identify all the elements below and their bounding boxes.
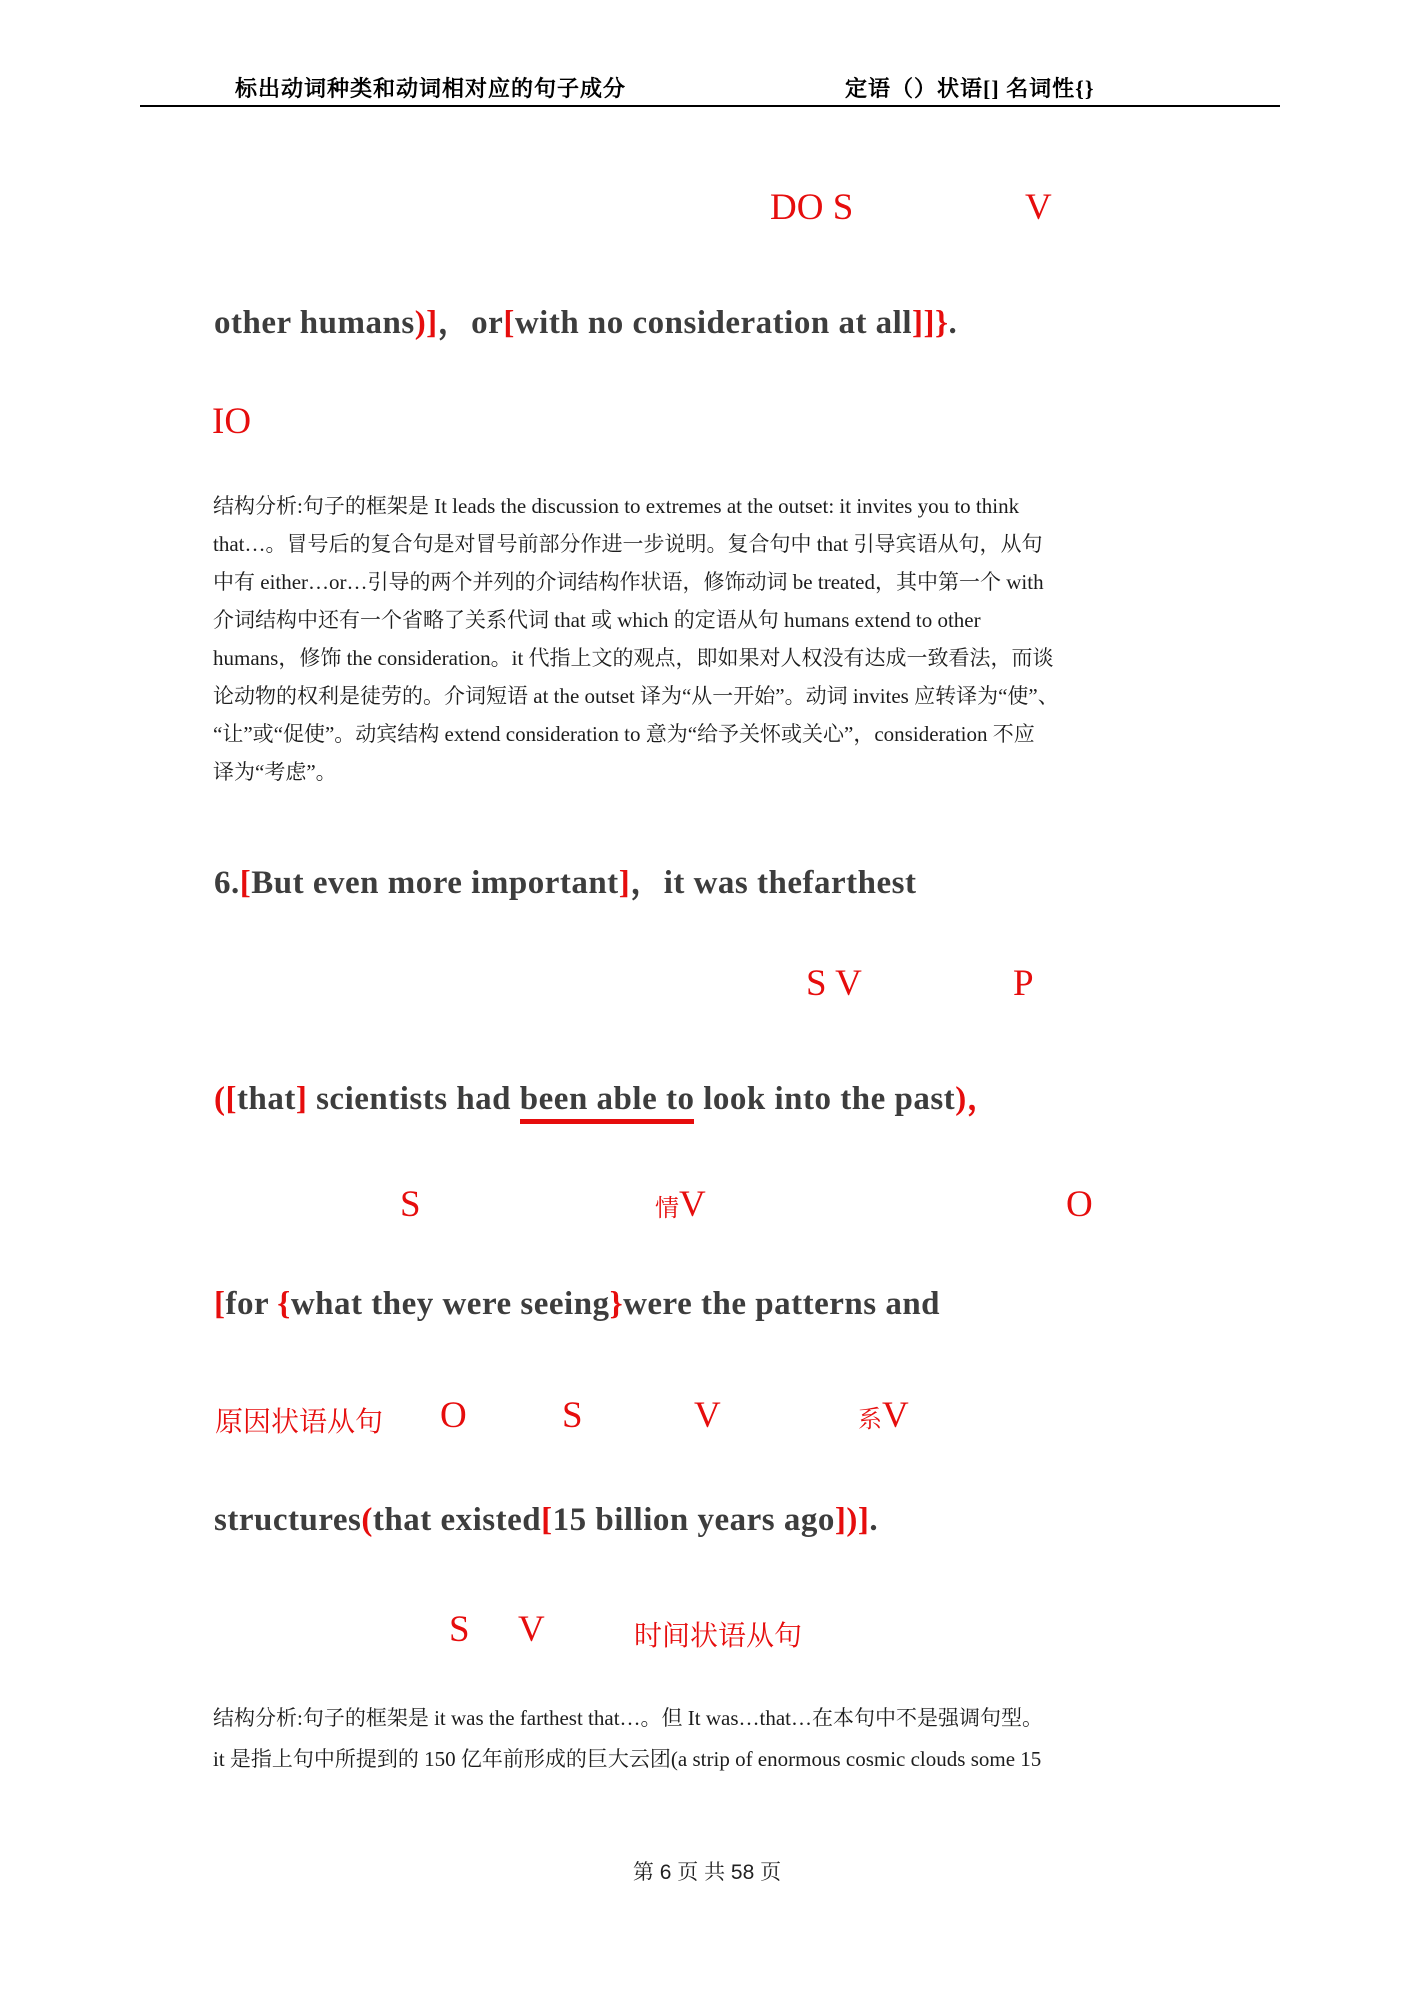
sentence-line-2: ([that] scientists had been able to look into the past)，: [214, 1072, 1000, 1119]
annotation-row-5: [0, 1608, 1414, 1654]
annotation-link-label: 系: [858, 1407, 882, 1433]
header-right-legend: 定语（）状语[] 名词性{}: [845, 76, 1095, 101]
sentence-line-4: structures(that existed[15 billion years ago])].: [214, 1502, 879, 1538]
page-footer: 第 6 页 共 58 页: [632, 1861, 782, 1884]
annotation-row-4: [0, 1394, 1414, 1440]
annotation-row-3: [0, 1183, 1414, 1229]
annotation-link-v: [858, 1394, 909, 1437]
annotation-reason-clause: 原因状语从句: [215, 1407, 384, 1438]
analysis-paragraph-2: 结构分析:句子的框架是 it was the farthest that…。但 It was…that…在本句中不是强调句型。 it 是指上句中所提到的 150 亿年前形成的巨大云团(a strip of enormous cosmic clouds some 15: [213, 1706, 1044, 1771]
annotation-row-2: [0, 962, 1414, 1008]
header-left-title: 标出动词种类和动词相对应的句子成分: [235, 76, 627, 101]
annotation-v: V: [1025, 187, 1052, 228]
annotation-s: S: [449, 1609, 470, 1650]
header-rule: [140, 105, 1280, 107]
sentence-line-3: [for {what they were seeing}were the patterns and: [214, 1286, 941, 1322]
annotation-do-s: DO S: [770, 187, 854, 228]
annotation-v: V: [882, 1395, 909, 1436]
annotation-row-1: [0, 186, 1414, 232]
annotation-p: P: [1013, 963, 1034, 1004]
annotation-s: S: [400, 1184, 421, 1225]
annotation-o: O: [440, 1395, 467, 1436]
annotation-modal-v: [655, 1183, 706, 1226]
sentence-line-1: other humans)]，or[with no consideration at all]]}.: [214, 305, 958, 341]
annotation-io: IO: [212, 401, 252, 442]
annotation-s-v: S V: [806, 963, 862, 1004]
annotation-v: V: [679, 1184, 706, 1225]
section-6-heading: 6.[But even more important]，it was thefarthest: [214, 865, 917, 901]
annotation-o: O: [1066, 1184, 1093, 1225]
annotation-s: S: [562, 1395, 583, 1436]
annotation-v: V: [694, 1395, 721, 1436]
annotation-time-clause: 时间状语从句: [634, 1621, 803, 1652]
annotation-modal-label: 情: [655, 1196, 679, 1222]
annotation-row-io: [0, 400, 1414, 446]
annotation-v: V: [518, 1609, 545, 1650]
analysis-paragraph-1: 结构分析:句子的框架是 It leads the discussion to extremes at the outset: it invites you to think that…。冒号后的复合句是对冒号前部分作进一步说明。复合句中 that 引导宾语从句，从句 中有 either…or…引导的两个并列的介词结构作状语，修饰动词 be treated，其中第一个 with 介词结构中还有一个省略了关系代词 that 或 which 的定语从句 humans extend to other humans，修饰 the consideration。it 代指上文的观点，即如果对人权没有达成一致看法，而谈 论动物的权利是徒劳的。介词短语 at the outset 译为“从一开始”。动词 invites 应转译为“使”、 “让”或“促使”。动宾结构 extend consideration to 意为“给予关怀或关心”，consideration 不应 译为“考虑”。: [213, 494, 1059, 784]
